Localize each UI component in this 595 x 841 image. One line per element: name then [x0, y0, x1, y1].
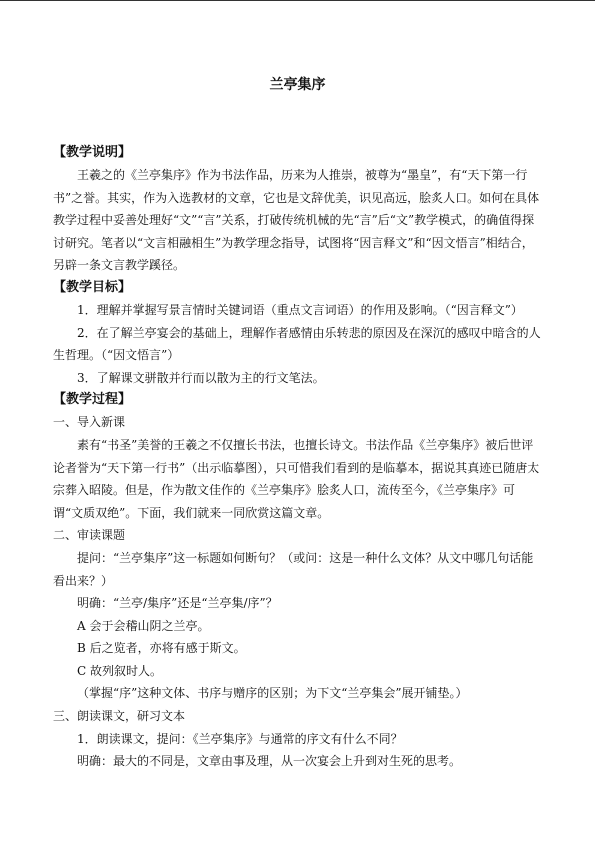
intro-paragraph: 素有“书圣”美誉的王羲之不仅擅长书法，也擅长诗文。书法作品《兰亭集序》被后世评论者誉为“天下第一行书”（出示临摹图），只可惜我们看到的是临摹本，据说其真迹已随唐太宗葬入昭陵。但是，作为散文佳作的《兰亭集序》脍炙人口，流传至今，《兰亭集序》可谓“文质双绝”。下面，我们就来一同欣赏这篇文章。 — [53, 437, 540, 520]
goal-item: 2．在了解兰亭宴会的基础上，理解作者感情由乐转悲的原因及在深沉的感叹中暗含的人生哲理。（“因文悟言”） — [53, 325, 541, 363]
document-body — [53, 142, 541, 773]
process-part-title: 一、导入新课 — [53, 415, 126, 430]
answer-text: 明确：最大的不同是，文章由事及理，从一次宴会上升到对生死的思考。 — [77, 754, 462, 769]
question-text: 提问：“兰亭集序”这一标题如何断句？（或问：这是一种什么文体？从文中哪几句话能看出来？） — [53, 550, 534, 588]
process-part-title: 二、审读课题 — [53, 528, 126, 543]
note-text: （掌握“序”这种文体、书序与赠序的区别；为下文“兰亭集会”展开铺垫。） — [77, 686, 468, 701]
option-item: A 会于会稽山阴之兰亭。 — [77, 618, 210, 633]
question-text: 1．朗读课文，提问：《兰亭集序》与通常的序文有什么不同？ — [77, 731, 403, 746]
option-item: B 后之览者，亦将有感于斯文。 — [77, 641, 246, 656]
option-item: C 故列叙时人。 — [77, 663, 162, 678]
section-heading-process: 【教学过程】 — [53, 392, 132, 408]
section-heading-explain: 【教学说明】 — [53, 145, 132, 160]
document-title: 兰亭集序 — [269, 77, 326, 93]
answer-text: 明确：“兰亭/集序”还是“兰亭集/序”？ — [77, 596, 278, 611]
goal-item: 3．了解课文骈散并行而以散为主的行文笔法。 — [77, 370, 325, 385]
explain-paragraph: 王羲之的《兰亭集序》作为书法作品，历来为人推崇，被尊为“墨皇”，有“天下第一行书”之誉。其实，作为入选教材的文章，它也是文辞优美，识见高远，脍炙人口。如何在具体教学过程中妥善处理好“文”“言”关系，打破传统机械的先“言”后“文”教学模式，的确值得探讨研究。笔者以“文言相融相生”为教学理念指导，试图将“因言释文”和“因文悟言”相结合，另辟一条文言教学蹊径。 — [53, 168, 540, 273]
section-heading-goals: 【教学目标】 — [53, 279, 132, 295]
goal-item: 1．理解并掌握写景言情时关键词语（重点文言词语）的作用及影响。（“因言释文”） — [77, 302, 523, 317]
process-part-title: 三、朗读课文，研习文本 — [53, 709, 186, 724]
